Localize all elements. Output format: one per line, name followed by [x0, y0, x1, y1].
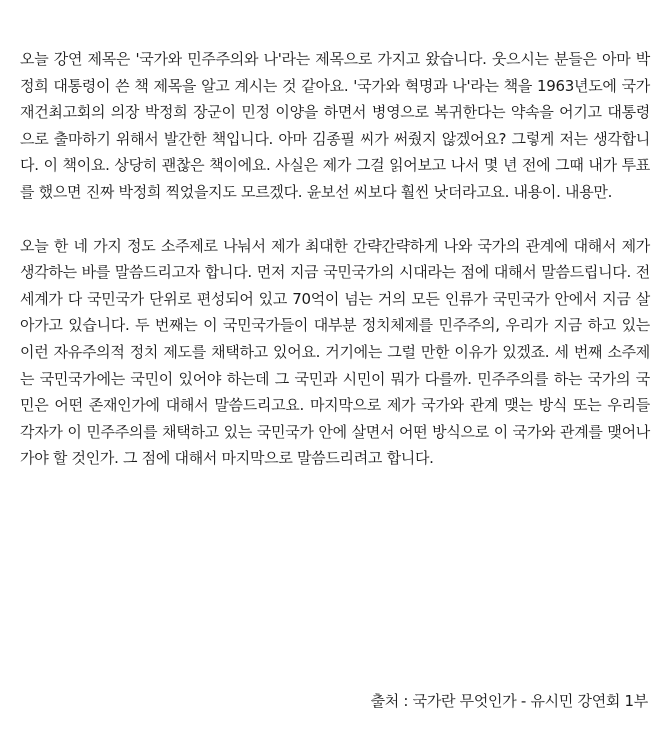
paragraph-1: 오늘 강연 제목은 '국가와 민주주의와 나'라는 제목으로 가지고 왔습니다. 웃으시는 분들은 아마 박정희 대통령이 쓴 책 제목을 알고 계시는 것 같아요. '국가와 혁명과 나'라는 책을 1963년도에 국가재건최고회의 의장 박정희 장군이 민정 이양을 하면서 병영으로 복귀한다는 약속을 어기고 대통령으로 출마하기 위해서 발간한 책입니다. 아마 김종필 씨가 써줬지 않겠어요? 그렇게 저는 생각합니다. 이 책이요. 상당히 괜찮은 책이에요. 사실은 제가 그걸 읽어보고 나서 몇 년 전에 그때 내가 투표를 했으면 진짜 박정희 찍었을지도 모르겠다. 윤보선 씨보다 훨씬 낫더라고요. 내용이. 내용만. [20, 50, 650, 201]
paragraph-2: 오늘 한 네 가지 정도 소주제로 나눠서 제가 최대한 간략간략하게 나와 국가의 관계에 대해서 제가 생각하는 바를 말씀드리고자 합니다. 먼저 지금 국민국가의 시대라는 점에 대해서 말씀드립니다. 전 세계가 다 국민국가 단위로 편성되어 있고 70억이 넘는 거의 모든 인류가 국민국가 안에서 지금 살아가고 있습니다. 두 번째는 이 국민국가들이 대부분 정치체제를 민주주의, 우리가 지금 하고 있는 이런 자유주의적 정치 제도를 채택하고 있어요. 거기에는 그럴 만한 이유가 있겠죠. 세 번째 소주제는 국민국가에는 국민이 있어야 하는데 그 국민과 시민이 뭐가 다를까. 민주주의를 하는 국가의 국민은 어떤 존재인가에 대해서 말씀드리고요. 마지막으로 제가 국가와 관계 맺는 방식 또는 우리들 각자가 이 민주주의를 채택하고 있는 국민국가 안에 살면서 어떤 방식으로 이 국가와 관계를 맺어나가야 할 것인가. 그 점에 대해서 마지막으로 말씀드리려고 합니다. [20, 236, 650, 468]
source-citation: 출처 : 국가란 무엇인가 - 유시민 강연회 1부 [370, 692, 648, 710]
document-body [20, 46, 650, 472]
